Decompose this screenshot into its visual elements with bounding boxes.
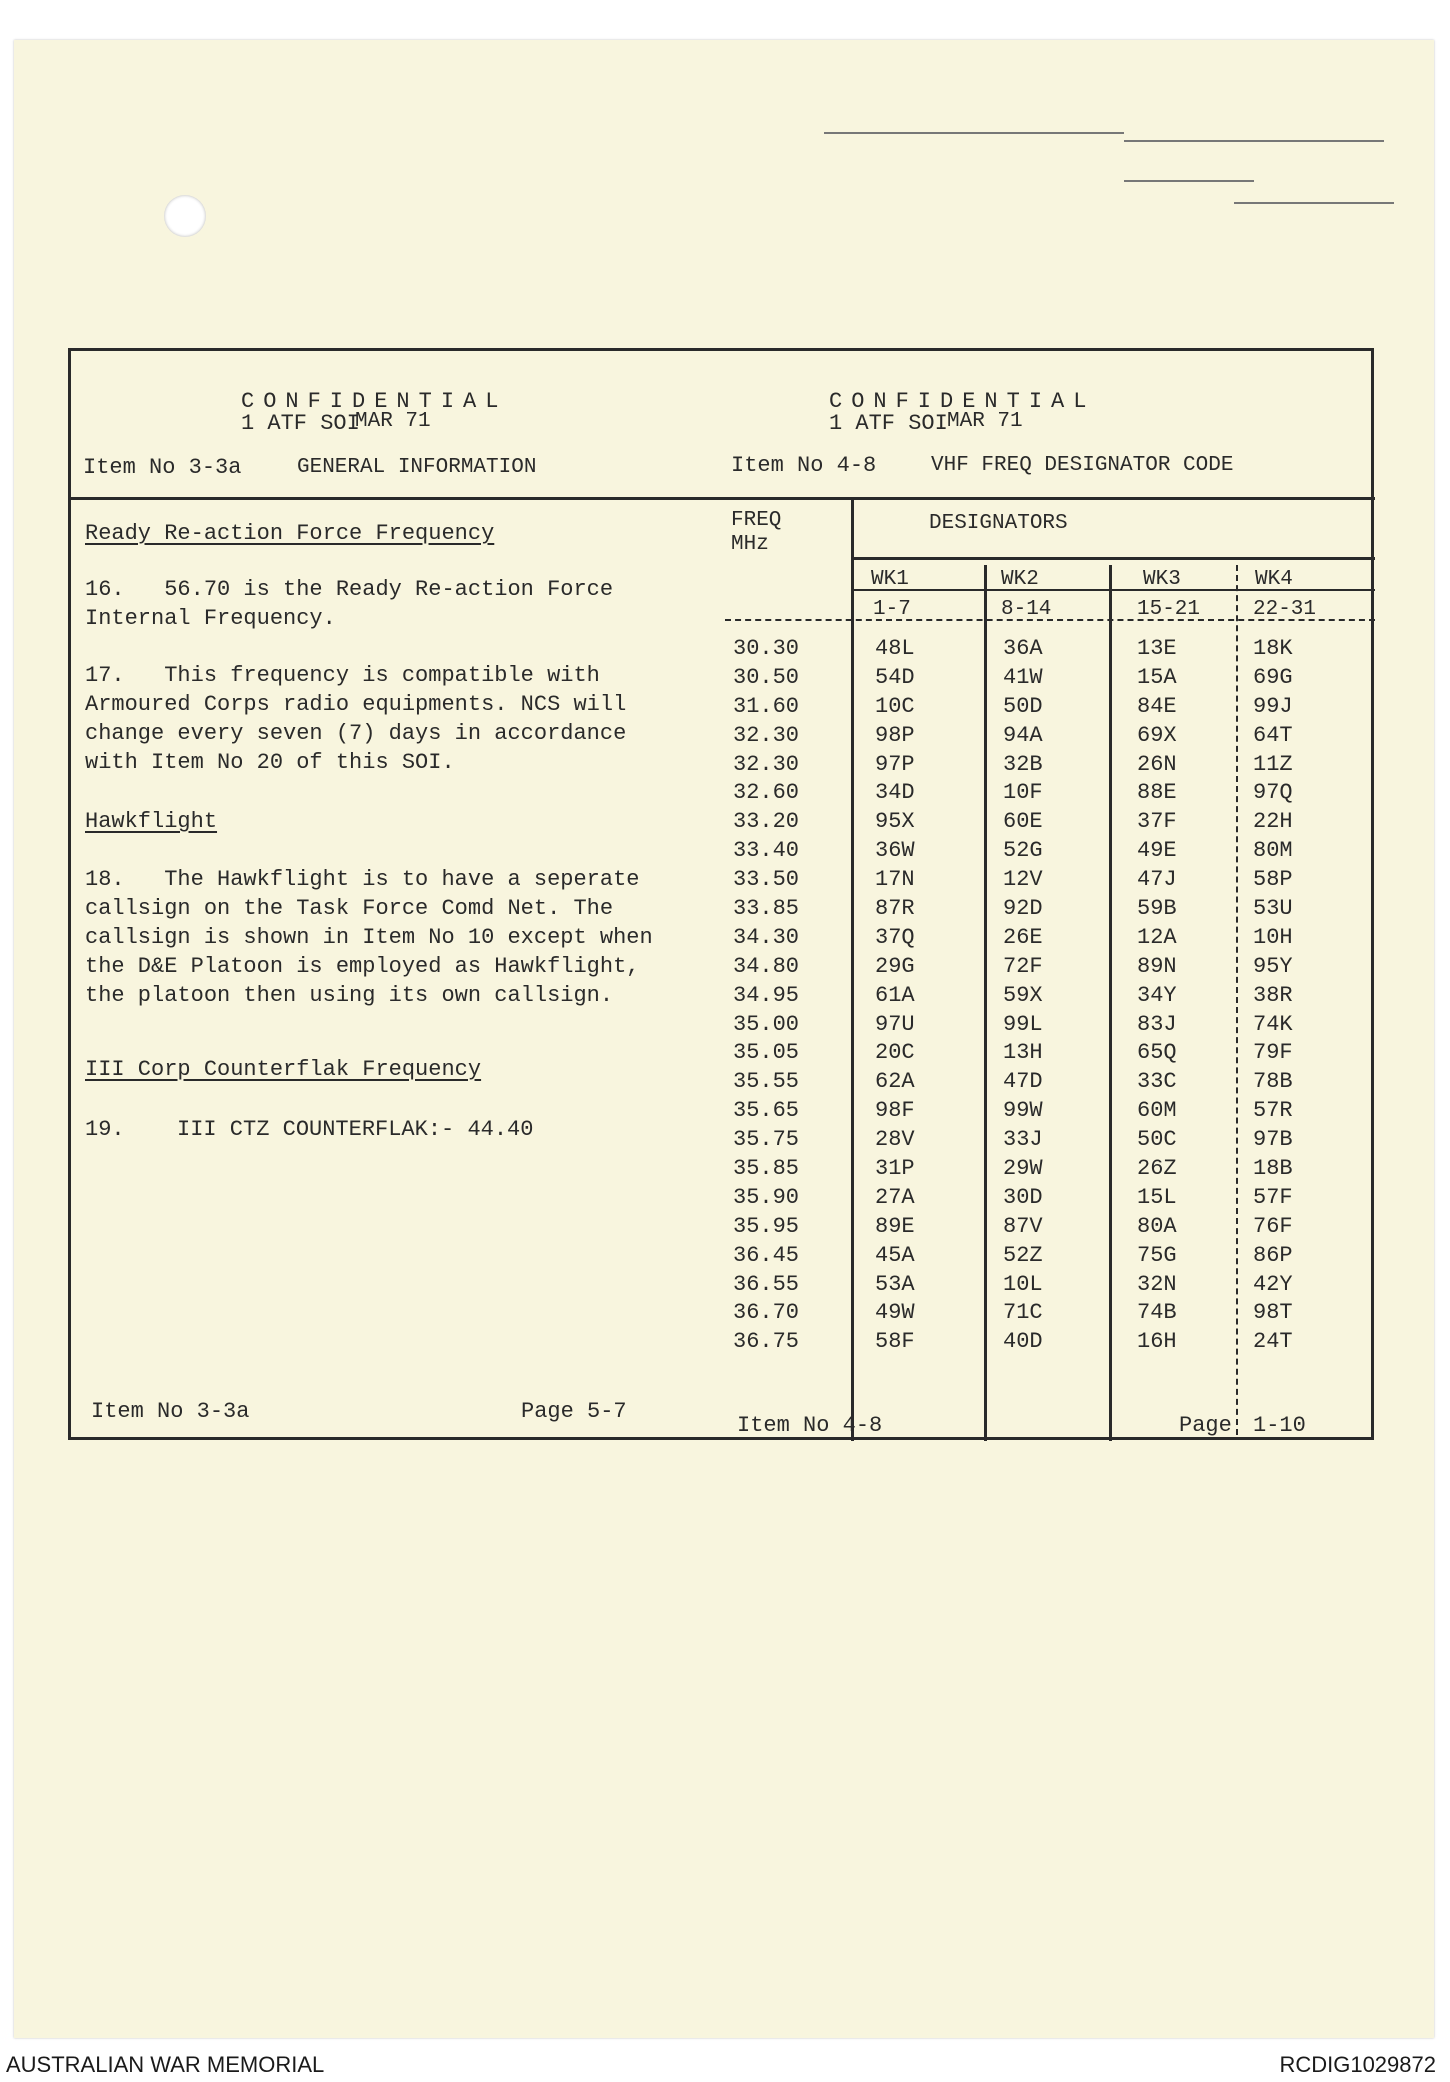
- wk4-cell: 57F: [1253, 1184, 1293, 1210]
- wk2-days: 8-14: [1001, 598, 1052, 621]
- wk2-cell: 72F: [1003, 953, 1043, 979]
- wk4-cell: 86P: [1253, 1242, 1293, 1268]
- wk4-cell: 10H: [1253, 924, 1293, 950]
- wk1-cell: 27A: [875, 1184, 915, 1210]
- footer-left-page: Page 5-7: [521, 1399, 627, 1424]
- right-date: MAR 71: [947, 410, 1023, 433]
- freq-header-line-1: FREQ: [731, 509, 782, 532]
- wk3-cell: 47J: [1137, 867, 1177, 893]
- wk1-cell: 97P: [875, 751, 915, 777]
- wk4-cell: 42Y: [1253, 1271, 1293, 1297]
- freq-cell: 32.30: [733, 722, 800, 748]
- wk2-cell: 52G: [1003, 838, 1043, 864]
- wk1-cell: 17N: [875, 867, 915, 893]
- wk3-cell: 34Y: [1137, 982, 1177, 1008]
- wk1-cell: 48L: [875, 636, 915, 661]
- wk3-cell: 13E: [1137, 636, 1177, 661]
- right-item-title: VHF FREQ DESIGNATOR CODE: [931, 454, 1234, 477]
- wk3-cell: 49E: [1137, 838, 1177, 864]
- wk2-cell: 47D: [1003, 1069, 1043, 1095]
- wk1-cell: 45A: [875, 1242, 915, 1268]
- wk1-cell: 89E: [875, 1213, 915, 1239]
- wk1-cell: 62A: [875, 1069, 915, 1095]
- wk1-cell: 98F: [875, 1098, 915, 1124]
- wk3-cell: 26N: [1137, 751, 1177, 777]
- wk1-cell: 98P: [875, 722, 915, 748]
- wk2-cell: 30D: [1003, 1184, 1043, 1210]
- wk1-cell: 31P: [875, 1156, 915, 1182]
- wk2-wk3-divider: [1109, 565, 1112, 1441]
- freq-cell: 32.30: [733, 751, 800, 777]
- wk4-cell: 38R: [1253, 982, 1293, 1008]
- wk4-cell: 18B: [1253, 1156, 1293, 1182]
- wk2-cell: 40D: [1003, 1329, 1043, 1355]
- para-18-line-5: the platoon then using its own callsign.: [85, 983, 614, 1008]
- wk1-cell: 54D: [875, 664, 915, 690]
- wk4-cell: 97B: [1253, 1127, 1293, 1153]
- heading-ready-reaction: Ready Re-action Force Frequency: [85, 521, 495, 546]
- wk3-cell: 60M: [1137, 1098, 1177, 1124]
- punch-hole: [164, 195, 206, 237]
- wk4-cell: 95Y: [1253, 953, 1293, 979]
- wk2-label: WK2: [1001, 568, 1039, 591]
- freq-column-divider: [851, 497, 854, 1441]
- freq-cell: 35.95: [733, 1213, 800, 1239]
- freq-cell: 34.95: [733, 982, 800, 1008]
- wk2-column: [1003, 635, 1043, 1357]
- freq-cell: 36.70: [733, 1300, 800, 1326]
- freq-cell: 31.60: [733, 693, 800, 719]
- wk2-cell: 32B: [1003, 751, 1043, 777]
- wk4-cell: 80M: [1253, 838, 1293, 864]
- left-classification: CONFIDENTIAL: [241, 389, 508, 414]
- archive-label: AUSTRALIAN WAR MEMORIAL: [6, 2052, 325, 2077]
- stray-mark: [1234, 202, 1394, 204]
- freq-cell: 30.30: [733, 636, 800, 661]
- freq-cell: 35.55: [733, 1069, 800, 1095]
- wk1-days: 1-7: [873, 598, 911, 621]
- stray-mark: [1124, 180, 1254, 182]
- wk2-cell: 10L: [1003, 1271, 1043, 1297]
- wk3-label: WK3: [1143, 568, 1181, 591]
- freq-header-line-2: MHz: [731, 533, 769, 556]
- freq-cell: 36.75: [733, 1329, 800, 1355]
- wk2-cell: 94A: [1003, 722, 1043, 748]
- footer-right-page-label: Page: [1179, 1413, 1232, 1438]
- wk1-column: [875, 635, 915, 1357]
- wk1-cell: 87R: [875, 896, 915, 922]
- right-classification: CONFIDENTIAL: [829, 389, 1096, 414]
- wk2-cell: 99W: [1003, 1098, 1043, 1124]
- freq-cell: 33.20: [733, 809, 800, 835]
- wk2-cell: 12V: [1003, 867, 1043, 893]
- wk4-cell: 74K: [1253, 1011, 1293, 1037]
- soi-form: [68, 348, 1374, 1440]
- wk3-wk4-divider: [1236, 565, 1238, 1435]
- freq-cell: 34.30: [733, 924, 800, 950]
- para-19-text: III CTZ COUNTERFLAK:- 44.40: [177, 1117, 534, 1142]
- wk2-cell: 10F: [1003, 780, 1043, 806]
- wk2-cell: 41W: [1003, 664, 1043, 690]
- wk4-label: WK4: [1255, 568, 1293, 591]
- freq-column: [733, 635, 799, 1357]
- wk2-cell: 13H: [1003, 1040, 1043, 1066]
- wk3-cell: 75G: [1137, 1242, 1177, 1268]
- freq-cell: 36.45: [733, 1242, 800, 1268]
- wk4-cell: 53U: [1253, 896, 1293, 922]
- para-16-line-2: Internal Frequency.: [85, 606, 336, 631]
- freq-cell: 30.50: [733, 664, 800, 690]
- para-18-line-3: callsign is shown in Item No 10 except when: [85, 925, 653, 950]
- wk2-cell: 33J: [1003, 1127, 1043, 1153]
- wk3-cell: 32N: [1137, 1271, 1177, 1297]
- wk1-cell: 28V: [875, 1127, 915, 1153]
- wk3-cell: 15A: [1137, 664, 1177, 690]
- wk1-cell: 53A: [875, 1271, 915, 1297]
- wk3-cell: 33C: [1137, 1069, 1177, 1095]
- wk3-cell: 89N: [1137, 953, 1177, 979]
- left-date: MAR 71: [355, 410, 431, 433]
- wk1-cell: 37Q: [875, 924, 915, 950]
- archive-id: RCDIG1029872: [1279, 2052, 1436, 2077]
- wk2-cell: 50D: [1003, 693, 1043, 719]
- wk4-cell: 18K: [1253, 636, 1293, 661]
- wk1-cell: 29G: [875, 953, 915, 979]
- wk2-cell: 87V: [1003, 1213, 1043, 1239]
- wk4-cell: 98T: [1253, 1300, 1293, 1326]
- wk4-cell: 69G: [1253, 664, 1293, 690]
- freq-cell: 35.05: [733, 1040, 800, 1066]
- wk4-cell: 97Q: [1253, 780, 1293, 806]
- wk4-cell: 24T: [1253, 1329, 1293, 1355]
- wk2-cell: 36A: [1003, 636, 1043, 661]
- wk1-cell: 58F: [875, 1329, 915, 1355]
- wk4-cell: 57R: [1253, 1098, 1293, 1124]
- left-item-title: GENERAL INFORMATION: [297, 456, 537, 479]
- week-label-rule: [851, 589, 1375, 591]
- wk2-cell: 92D: [1003, 896, 1043, 922]
- freq-cell: 35.90: [733, 1184, 800, 1210]
- freq-cell: 35.00: [733, 1011, 800, 1037]
- wk2-cell: 99L: [1003, 1011, 1043, 1037]
- stray-mark: [824, 132, 1124, 134]
- wk3-cell: 26Z: [1137, 1156, 1177, 1182]
- freq-cell: 33.85: [733, 896, 800, 922]
- wk3-cell: 15L: [1137, 1184, 1177, 1210]
- wk2-cell: 60E: [1003, 809, 1043, 835]
- wk3-cell: 59B: [1137, 896, 1177, 922]
- para-17-line-4: with Item No 20 of this SOI.: [85, 750, 455, 775]
- left-soi: 1 ATF SOI: [241, 411, 360, 436]
- para-17-line-2: Armoured Corps radio equipments. NCS will: [85, 692, 627, 717]
- freq-cell: 36.55: [733, 1271, 800, 1297]
- wk4-cell: 64T: [1253, 722, 1293, 748]
- wk3-cell: 74B: [1137, 1300, 1177, 1326]
- wk1-cell: 36W: [875, 838, 915, 864]
- freq-cell: 32.60: [733, 780, 800, 806]
- wk2-cell: 29W: [1003, 1156, 1043, 1182]
- wk3-column: [1137, 635, 1177, 1357]
- wk3-cell: 50C: [1137, 1127, 1177, 1153]
- wk4-cell: 99J: [1253, 693, 1293, 719]
- wk4-cell: 79F: [1253, 1040, 1293, 1066]
- right-soi: 1 ATF SOI: [829, 411, 948, 436]
- wk1-cell: 34D: [875, 780, 915, 806]
- wk3-cell: 12A: [1137, 924, 1177, 950]
- wk2-cell: 26E: [1003, 924, 1043, 950]
- wk1-cell: 20C: [875, 1040, 915, 1066]
- heading-counterflak: III Corp Counterflak Frequency: [85, 1057, 482, 1082]
- footer-right-page: 1-10: [1253, 1413, 1306, 1438]
- footer-left-item: Item No 3-3a: [91, 1399, 250, 1424]
- wk3-cell: 16H: [1137, 1329, 1177, 1355]
- wk2-cell: 59X: [1003, 982, 1043, 1008]
- wk4-cell: 22H: [1253, 809, 1293, 835]
- wk1-cell: 10C: [875, 693, 915, 719]
- freq-cell: 33.50: [733, 867, 800, 893]
- header-rule: [71, 497, 1375, 500]
- wk2-cell: 52Z: [1003, 1242, 1043, 1268]
- left-item-number: Item No 3-3a: [83, 455, 242, 480]
- wk1-cell: 97U: [875, 1011, 915, 1037]
- wk4-cell: 58P: [1253, 867, 1293, 893]
- para-19-number: 19.: [85, 1117, 125, 1142]
- designators-rule: [851, 557, 1375, 560]
- wk3-cell: 83J: [1137, 1011, 1177, 1037]
- wk1-cell: 61A: [875, 982, 915, 1008]
- wk3-cell: 80A: [1137, 1213, 1177, 1239]
- freq-cell: 34.80: [733, 953, 800, 979]
- wk3-cell: 65Q: [1137, 1040, 1177, 1066]
- para-18-line-1: 18. The Hawkflight is to have a seperate: [85, 867, 640, 892]
- para-16-line-1: 16. 56.70 is the Ready Re-action Force: [85, 577, 614, 602]
- wk2-cell: 71C: [1003, 1300, 1043, 1326]
- heading-hawkflight: Hawkflight: [85, 809, 218, 834]
- wk3-cell: 69X: [1137, 722, 1177, 748]
- freq-cell: 35.85: [733, 1156, 800, 1182]
- freq-cell: 35.65: [733, 1098, 800, 1124]
- wk4-cell: 76F: [1253, 1213, 1293, 1239]
- wk3-cell: 88E: [1137, 780, 1177, 806]
- right-item-number: Item No 4-8: [731, 453, 877, 478]
- wk1-label: WK1: [871, 568, 909, 591]
- para-18-line-4: the D&E Platoon is employed as Hawkflight,: [85, 954, 640, 979]
- designators-header: DESIGNATORS: [929, 512, 1068, 535]
- wk4-cell: 11Z: [1253, 751, 1293, 777]
- para-17-line-1: 17. This frequency is compatible with: [85, 663, 600, 688]
- document-paper: [14, 40, 1434, 2038]
- freq-cell: 35.75: [733, 1127, 800, 1153]
- wk1-wk2-divider: [984, 565, 987, 1441]
- footer-right-item: Item No 4-8: [737, 1413, 883, 1438]
- para-17-line-3: change every seven (7) days in accordance: [85, 721, 627, 746]
- wk4-days: 22-31: [1253, 598, 1317, 621]
- wk1-cell: 95X: [875, 809, 915, 835]
- wk3-days: 15-21: [1137, 598, 1201, 621]
- wk3-cell: 84E: [1137, 693, 1177, 719]
- wk1-cell: 49W: [875, 1300, 915, 1326]
- freq-cell: 33.40: [733, 838, 800, 864]
- wk3-cell: 37F: [1137, 809, 1177, 835]
- wk4-column: [1253, 635, 1293, 1357]
- stray-mark: [1124, 140, 1384, 142]
- para-18-line-2: callsign on the Task Force Comd Net. The: [85, 896, 614, 921]
- wk4-cell: 78B: [1253, 1069, 1293, 1095]
